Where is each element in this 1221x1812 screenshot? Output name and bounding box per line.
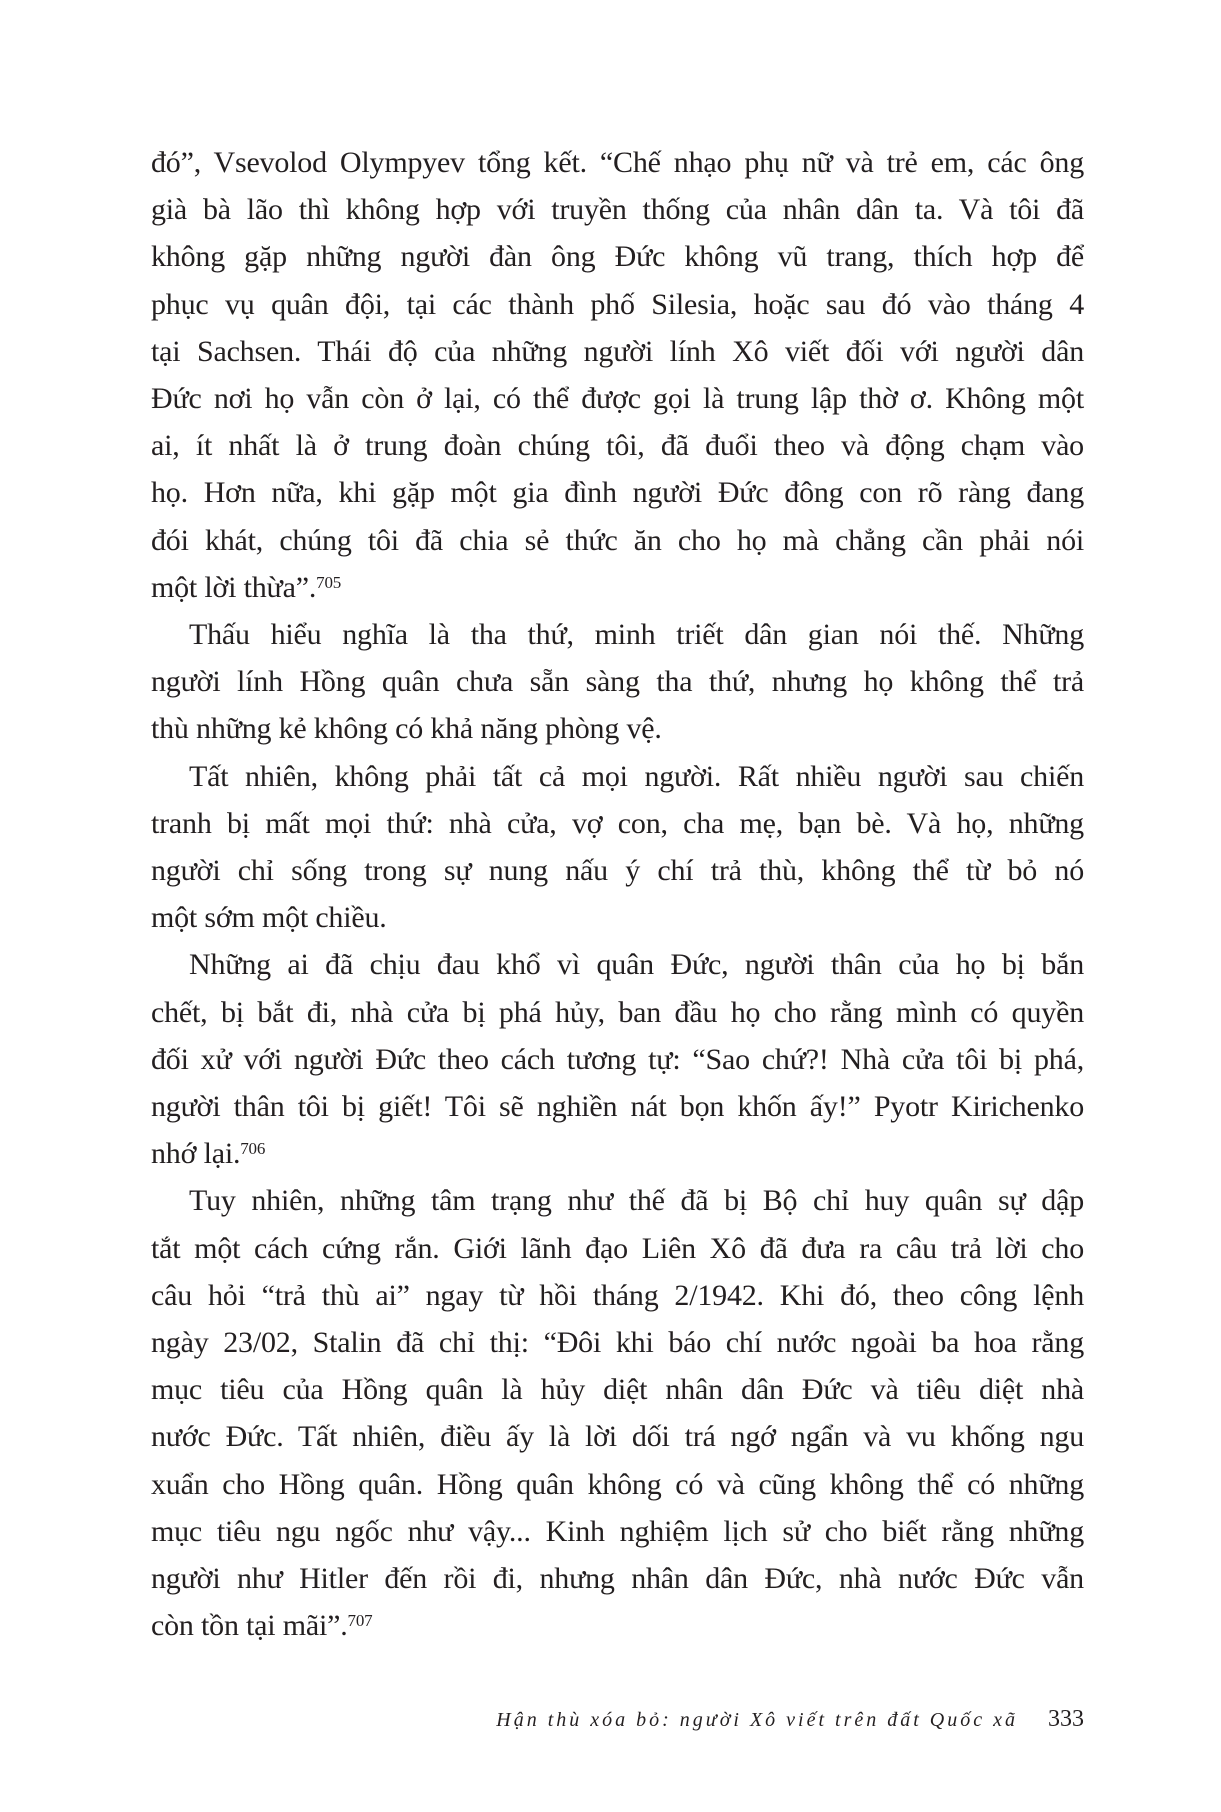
text-line [151, 422, 1084, 469]
text-line [151, 1036, 1084, 1083]
line-text: tranh bị mất mọi thứ: nhà cửa, vợ con, cha mẹ, bạn bè. Và họ, những [151, 806, 1084, 840]
paragraph [151, 941, 1084, 1177]
line-text: người thân tôi bị giết! Tôi sẽ nghiền nát bọn khốn ấy!” Pyotr Kirichenko [151, 1090, 1084, 1124]
line-text: người lính Hồng quân chưa sẵn sàng tha thứ, nhưng họ không thể trả [151, 665, 1084, 699]
line-text: một lời thừa”. [151, 570, 317, 604]
line-text: người chỉ sống trong sự nung nấu ý chí trả thù, không thể từ bỏ nó [151, 854, 1084, 888]
footnote-ref: 707 [347, 1611, 373, 1631]
text-line [151, 1130, 1084, 1177]
line-text: không gặp những người đàn ông Đức không vũ trang, thích hợp để [151, 240, 1084, 274]
text-line [151, 894, 1084, 941]
line-text: Thấu hiểu nghĩa là tha thứ, minh triết dân gian nói thế. Những [189, 618, 1084, 652]
text-line [151, 611, 1084, 658]
text-line [151, 1083, 1084, 1130]
text-line [151, 281, 1084, 328]
line-text: mục tiêu ngu ngốc như vậy... Kinh nghiệm lịch sử cho biết rằng những [151, 1514, 1084, 1548]
line-text: ai, ít nhất là ở trung đoàn chúng tôi, đã đuổi theo và động chạm vào [151, 429, 1084, 463]
text-line [151, 705, 1084, 752]
text-line [151, 1602, 1084, 1649]
text-line [151, 753, 1084, 800]
line-text: già bà lão thì không hợp với truyền thống của nhân dân ta. Và tôi đã [151, 193, 1084, 227]
body-text [151, 139, 1084, 1650]
paragraph [151, 753, 1084, 942]
text-line [151, 1366, 1084, 1413]
footnote-ref: 706 [240, 1139, 266, 1159]
paragraph [151, 1177, 1084, 1649]
line-text: nhớ lại. [151, 1137, 241, 1171]
text-line [151, 989, 1084, 1036]
text-line [151, 139, 1084, 186]
line-text: nước Đức. Tất nhiên, điều ấy là lời dối trá ngớ ngẩn và vu khống ngu [151, 1420, 1084, 1454]
text-line [151, 517, 1084, 564]
line-text: Tất nhiên, không phải tất cả mọi người. Rất nhiều người sau chiến [189, 759, 1084, 793]
line-text: người như Hitler đến rồi đi, nhưng nhân dân Đức, nhà nước Đức vẫn [151, 1562, 1084, 1596]
text-line [151, 1461, 1084, 1508]
text-line [151, 1319, 1084, 1366]
text-line [151, 469, 1084, 516]
page-number: 333 [1048, 1706, 1084, 1732]
line-text: đó”, Vsevolod Olympyev tổng kết. “Chế nhạo phụ nữ và trẻ em, các ông [151, 146, 1084, 179]
line-text: tắt một cách cứng rắn. Giới lãnh đạo Liên Xô đã đưa ra câu trả lời cho [151, 1231, 1084, 1265]
text-line [151, 186, 1084, 233]
text-line [151, 1413, 1084, 1460]
line-text: Tuy nhiên, những tâm trạng như thế đã bị Bộ chỉ huy quân sự dập [189, 1184, 1084, 1218]
line-text: thù những kẻ không có khả năng phòng vệ. [151, 712, 662, 746]
line-text: ngày 23/02, Stalin đã chỉ thị: “Đôi khi báo chí nước ngoài ba hoa rằng [151, 1326, 1084, 1360]
text-line [151, 800, 1084, 847]
line-text: xuẩn cho Hồng quân. Hồng quân không có và cũng không thể có những [151, 1467, 1084, 1501]
paragraph [151, 611, 1084, 753]
page-footer [496, 1706, 1084, 1733]
text-line [151, 328, 1084, 375]
text-line [151, 1272, 1084, 1319]
line-text: câu hỏi “trả thù ai” ngay từ hồi tháng 2/1942. Khi đó, theo công lệnh [151, 1278, 1084, 1312]
line-text: tại Sachsen. Thái độ của những người lính Xô viết đối với người dân [151, 334, 1084, 368]
text-line [151, 658, 1084, 705]
text-line [151, 1508, 1084, 1555]
text-line [151, 847, 1084, 894]
text-line [151, 375, 1084, 422]
footnote-ref: 705 [316, 572, 342, 592]
running-title: Hận thù xóa bỏ: người Xô viết trên đất Quốc xã [496, 1709, 1018, 1731]
line-text: phục vụ quân đội, tại các thành phố Silesia, hoặc sau đó vào tháng 4 [151, 287, 1084, 321]
text-line [151, 1555, 1084, 1602]
line-text: còn tồn tại mãi”. [151, 1609, 348, 1643]
text-line [151, 564, 1084, 611]
line-text: chết, bị bắt đi, nhà cửa bị phá hủy, ban đầu họ cho rằng mình có quyền [151, 995, 1084, 1029]
line-text: đói khát, chúng tôi đã chia sẻ thức ăn cho họ mà chẳng cần phải nói [151, 523, 1084, 557]
paragraph [151, 139, 1084, 611]
line-text: Những ai đã chịu đau khổ vì quân Đức, người thân của họ bị bắn [189, 948, 1084, 982]
text-line [151, 233, 1084, 280]
line-text: đối xử với người Đức theo cách tương tự: “Sao chứ?! Nhà cửa tôi bị phá, [151, 1042, 1084, 1076]
line-text: Đức nơi họ vẫn còn ở lại, có thể được gọi là trung lập thờ ơ. Không một [151, 382, 1084, 416]
line-text: mục tiêu của Hồng quân là hủy diệt nhân dân Đức và tiêu diệt nhà [151, 1373, 1084, 1407]
text-line [151, 941, 1084, 988]
text-line [151, 1225, 1084, 1272]
line-text: một sớm một chiều. [151, 901, 387, 935]
text-line [151, 1177, 1084, 1224]
line-text: họ. Hơn nữa, khi gặp một gia đình người Đức đông con rõ ràng đang [151, 476, 1084, 510]
